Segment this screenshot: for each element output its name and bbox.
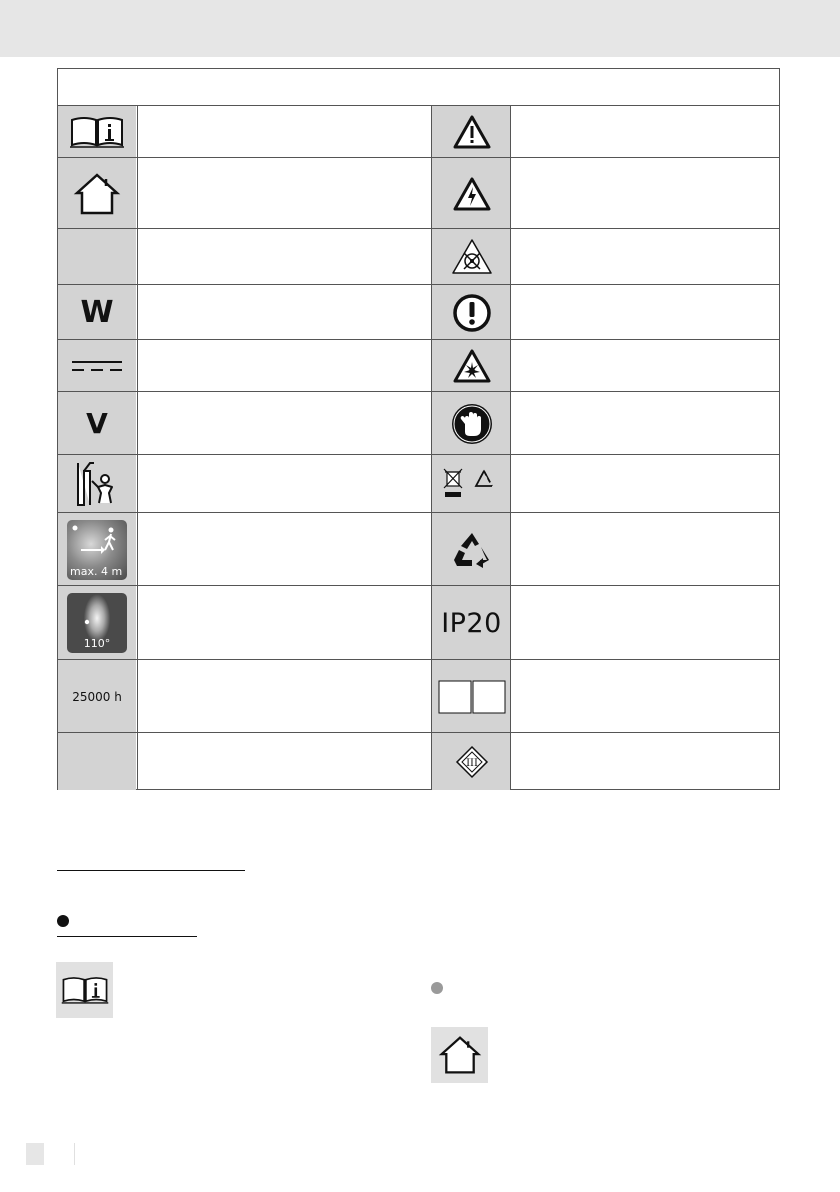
watt-symbol-icon <box>58 285 136 340</box>
legend-row <box>58 732 779 790</box>
legend-row <box>58 659 779 733</box>
legend-text-right <box>510 586 780 660</box>
legend-text-right <box>510 158 780 229</box>
legend-row <box>58 105 779 158</box>
legend-text-right <box>510 285 780 340</box>
legend-text-left <box>137 106 432 158</box>
legend-title <box>58 69 779 106</box>
legend-row <box>58 284 779 340</box>
legend-text-left <box>137 285 432 340</box>
volt-symbol-label: V <box>86 407 108 440</box>
legend-text-left <box>137 586 432 660</box>
footer-divider <box>74 1143 75 1165</box>
book-info-icon <box>58 106 136 158</box>
child-safety-icon <box>58 455 136 513</box>
legend-text-left <box>137 340 432 392</box>
header-band <box>0 0 840 57</box>
recycle-arrows-icon <box>431 513 511 586</box>
detection-range-tile <box>67 520 127 580</box>
watt-symbol-label: W <box>80 295 114 330</box>
legend-row <box>58 339 779 392</box>
exclamation-circle-icon <box>431 285 511 340</box>
legend-text-left <box>137 229 432 285</box>
book-info-icon <box>56 962 113 1018</box>
legend-text-left <box>137 660 432 733</box>
legend-text-right <box>510 392 780 455</box>
ip-rating-icon <box>431 586 511 660</box>
detection-range-icon <box>58 513 136 586</box>
legend-row <box>58 512 779 586</box>
protection-class-label: III <box>465 757 478 769</box>
warning-triangle-icon <box>431 106 511 158</box>
detection-angle-label: 110° <box>83 637 111 650</box>
symbol-legend-table <box>57 68 780 790</box>
empty-icon-cell <box>58 733 136 790</box>
detection-angle-tile <box>67 593 127 653</box>
legend-text-left <box>137 392 432 455</box>
section-bullet <box>57 915 69 927</box>
wear-gloves-icon <box>431 392 511 455</box>
legend-row <box>58 454 779 513</box>
certification-boxes-icon <box>431 660 511 733</box>
direct-current-icon <box>58 340 136 392</box>
legend-text-left <box>137 513 432 586</box>
section-heading-underline <box>57 870 245 871</box>
indoor-house-icon <box>431 1027 488 1083</box>
protection-class-3-icon <box>431 733 511 790</box>
subsection-heading-underline <box>57 936 197 937</box>
secondary-bullet <box>431 982 443 994</box>
indoor-house-icon <box>58 158 136 229</box>
legend-text-left <box>137 158 432 229</box>
legend-text-right <box>510 513 780 586</box>
legend-text-right <box>510 455 780 513</box>
weee-recycling-icon <box>431 455 511 513</box>
lifetime-hours-cell <box>58 660 136 733</box>
legend-text-right <box>510 733 780 790</box>
legend-text-left <box>137 733 432 790</box>
electric-shock-warning-icon <box>431 158 511 229</box>
legend-text-right <box>510 340 780 392</box>
legend-text-right <box>510 660 780 733</box>
legend-row <box>58 157 779 229</box>
legend-row <box>58 228 779 285</box>
explosion-warning-icon <box>431 340 511 392</box>
detection-angle-icon <box>58 586 136 660</box>
legend-text-right <box>510 229 780 285</box>
volt-symbol-icon <box>58 392 136 455</box>
legend-text-left <box>137 455 432 513</box>
ip-rating-label: IP20 <box>441 607 502 639</box>
no-direct-gaze-icon <box>431 229 511 285</box>
legend-row <box>58 585 779 660</box>
legend-text-right <box>510 106 780 158</box>
detection-range-label: max. 4 m <box>70 564 123 578</box>
legend-row <box>58 391 779 455</box>
page-number-box <box>26 1143 44 1165</box>
empty-icon-cell <box>58 229 136 285</box>
lifetime-hours-label: 25000 h <box>72 689 122 704</box>
